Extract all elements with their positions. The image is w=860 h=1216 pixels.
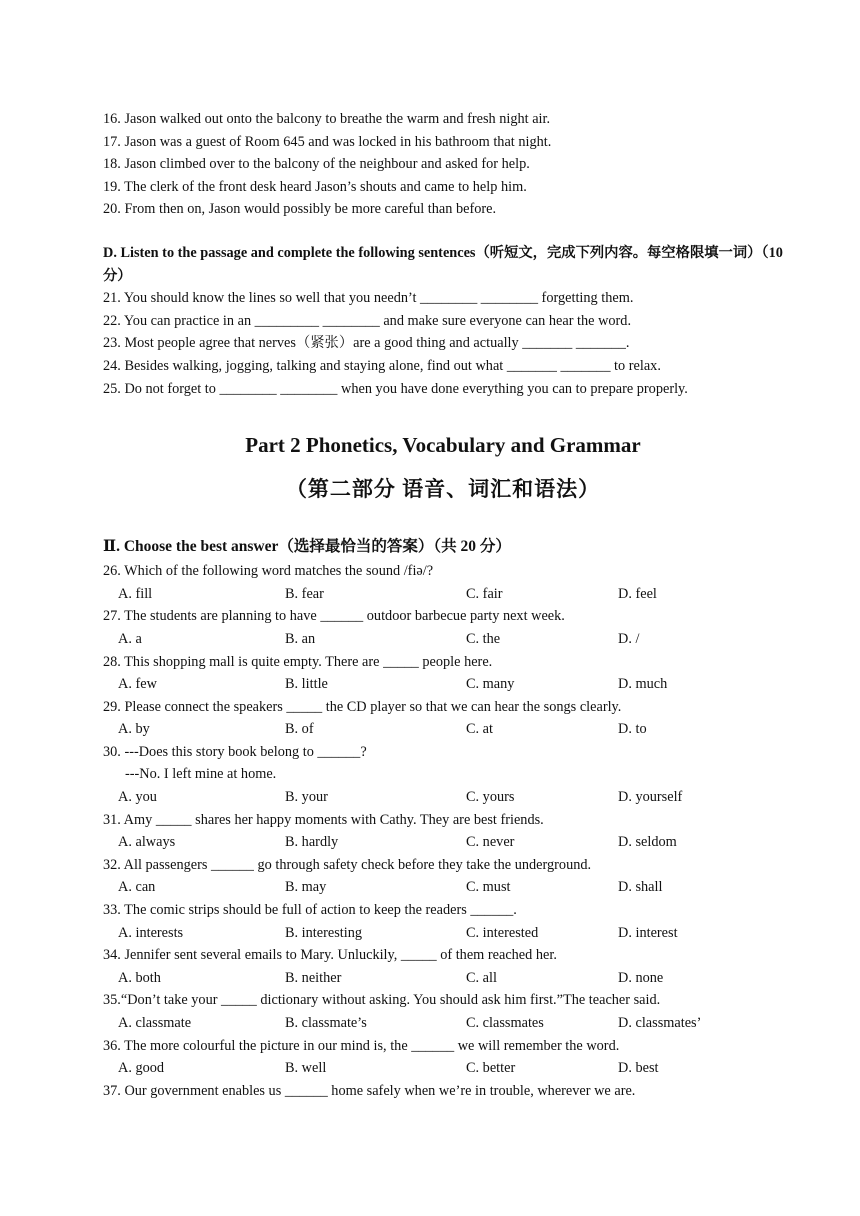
sentence-25: 25. Do not forget to ________ ________ when you have done everything you can to prepare properly. — [103, 380, 688, 397]
option-a: A. few — [118, 676, 157, 693]
sentence-21: 21. You should know the lines so well that you needn’t ________ ________ forgetting them. — [103, 290, 634, 307]
option-b: B. little — [285, 676, 328, 693]
question-34 — [103, 944, 783, 989]
question-stem: 29. Please connect the speakers _____ the CD player so that we can hear the songs clearly. — [103, 698, 622, 715]
option-a: A. classmate — [118, 1015, 192, 1031]
question-stem-reply: ---No. I left mine at home. — [125, 766, 277, 783]
option-d: D. / — [618, 630, 640, 647]
option-c: C. fair — [466, 585, 503, 602]
section-heading: Ⅱ. Choose the best answer（选择最恰当的答案）（共 20 分） — [103, 538, 511, 556]
option-c: C. classmates — [466, 1015, 544, 1031]
question-stem: 28. This shopping mall is quite empty. There are _____ people here. — [103, 653, 493, 670]
option-a: A. fill — [118, 585, 153, 602]
question-29 — [103, 696, 783, 741]
listening-d-section — [103, 242, 783, 400]
question-stem: 26. Which of the following word matches the sound /fiə/? — [103, 563, 434, 580]
option-c: C. all — [466, 969, 497, 986]
option-b: B. interesting — [285, 924, 363, 941]
sentence-23: 23. Most people agree that nerves（紧张）are a good thing and actually _______ _______. — [103, 335, 630, 352]
question-stem: 34. Jennifer sent several emails to Mary. Unluckily, _____ of them reached her. — [103, 947, 557, 964]
option-c: C. yours — [466, 789, 515, 806]
statement-17: 17. Jason was a guest of Room 645 and was locked in his bathroom that night. — [103, 133, 552, 150]
option-a: A. by — [118, 721, 150, 738]
option-d: D. best — [618, 1060, 659, 1077]
option-row — [103, 967, 783, 990]
option-a: A. can — [118, 879, 156, 896]
question-36 — [103, 1035, 783, 1080]
option-row — [103, 1012, 783, 1035]
option-c: C. better — [466, 1060, 516, 1077]
statement-16: 16. Jason walked out onto the balcony to breathe the warm and fresh night air. — [103, 111, 551, 127]
option-b: B. hardly — [285, 834, 339, 851]
option-row — [103, 628, 783, 651]
option-row — [103, 673, 783, 696]
sentence-24: 24. Besides walking, jogging, talking and staying alone, find out what _______ _______ to relax. — [103, 357, 661, 374]
question-stem: 36. The more colourful the picture in our mind is, the ______ we will remember the word. — [103, 1037, 620, 1054]
option-a: A. always — [118, 834, 176, 851]
option-d: D. shall — [618, 879, 663, 896]
option-row — [103, 876, 783, 899]
option-a: A. good — [118, 1060, 165, 1077]
option-d: D. yourself — [618, 789, 683, 806]
option-d: D. interest — [618, 924, 678, 941]
question-stem: 31. Amy _____ shares her happy moments with Cathy. They are best friends. — [103, 811, 544, 828]
listening-c-items — [103, 108, 783, 221]
question-list — [103, 560, 783, 1102]
listening-d-heading: D. Listen to the passage and complete the following sentences（听短文，完成下列内容。每空格限填一词）（10 分） — [103, 244, 783, 284]
question-35 — [103, 989, 783, 1034]
option-d: D. classmates’ — [618, 1015, 702, 1031]
option-c: C. the — [466, 630, 501, 647]
option-row — [103, 718, 783, 741]
question-37 — [103, 1080, 783, 1103]
question-stem: 30. ---Does this story book belong to ______? — [103, 743, 367, 760]
question-30 — [103, 741, 783, 809]
option-a: A. both — [118, 969, 161, 986]
option-row — [103, 583, 783, 606]
option-b: B. your — [285, 789, 328, 806]
option-row — [103, 786, 783, 809]
option-row — [103, 922, 783, 945]
option-d: D. much — [618, 676, 668, 693]
option-a: A. interests — [118, 924, 184, 941]
question-32 — [103, 854, 783, 899]
option-d: D. feel — [618, 585, 657, 602]
statement-18: 18. Jason climbed over to the balcony of the neighbour and asked for help. — [103, 156, 530, 173]
question-27 — [103, 605, 783, 650]
sentence-22: 22. You can practice in an _________ ________ and make sure everyone can hear the word. — [103, 312, 632, 329]
option-d: D. seldom — [618, 834, 677, 851]
option-c: C. interested — [466, 924, 539, 941]
question-stem: 37. Our government enables us ______ home safely when we’re in trouble, wherever we are. — [103, 1082, 636, 1099]
option-a: A. you — [118, 789, 157, 806]
option-b: B. an — [285, 630, 316, 647]
option-a: A. a — [118, 630, 142, 647]
statement-20: 20. From then on, Jason would possibly be more careful than before. — [103, 201, 497, 218]
option-c: C. must — [466, 879, 511, 896]
option-d: D. none — [618, 969, 664, 986]
question-33 — [103, 899, 783, 944]
exam-page — [103, 108, 783, 1102]
statement-19: 19. The clerk of the front desk heard Jason’s shouts and came to help him. — [103, 178, 527, 195]
question-stem: 32. All passengers ______ go through safety check before they take the underground. — [103, 856, 592, 873]
option-c: C. never — [466, 834, 515, 851]
option-row — [103, 1057, 783, 1080]
option-b: B. well — [285, 1060, 327, 1077]
question-31 — [103, 809, 783, 854]
option-b: B. classmate’s — [285, 1015, 367, 1031]
option-row — [103, 831, 783, 854]
option-b: B. of — [285, 721, 314, 738]
question-stem: 35.“Don’t take your _____ dictionary without asking. You should ask him first.”The teacher said. — [103, 992, 661, 1009]
option-c: C. at — [466, 721, 494, 738]
question-stem: 27. The students are planning to have ______ outdoor barbecue party next week. — [103, 608, 565, 625]
option-d: D. to — [618, 721, 647, 738]
question-28 — [103, 651, 783, 696]
part-subtitle: （第二部分 语音、词汇和语法） — [285, 477, 601, 502]
part-title: Part 2 Phonetics, Vocabulary and Grammar — [245, 433, 641, 458]
option-c: C. many — [466, 676, 515, 693]
option-b: B. fear — [285, 585, 324, 602]
question-stem: 33. The comic strips should be full of action to keep the readers ______. — [103, 902, 517, 919]
question-26 — [103, 560, 783, 605]
option-b: B. neither — [285, 969, 342, 986]
option-b: B. may — [285, 879, 327, 896]
